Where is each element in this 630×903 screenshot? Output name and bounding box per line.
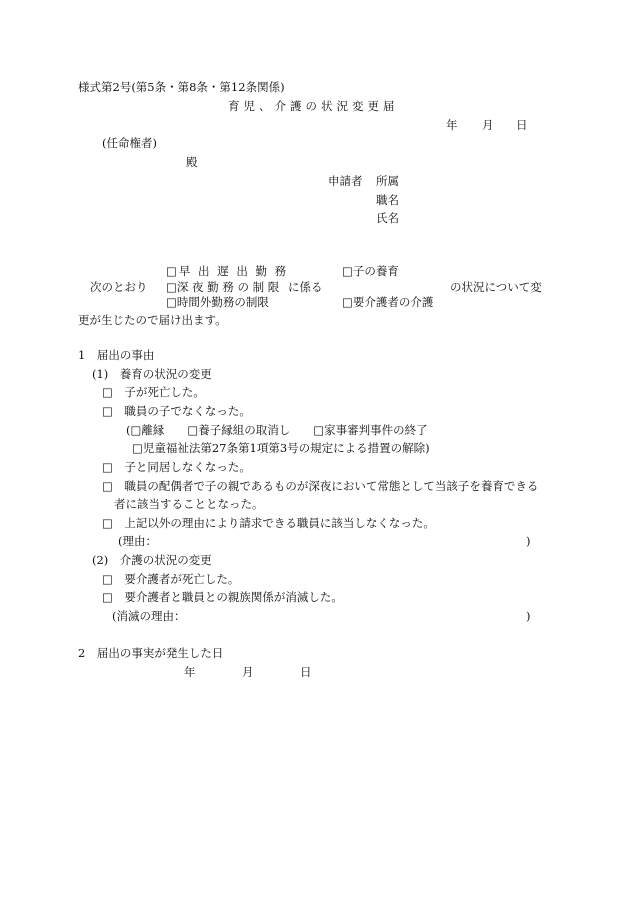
occurrence-year-label: 年 xyxy=(184,665,196,679)
section2-heading: 2 届出の事実が発生した日 xyxy=(78,646,224,660)
section1-heading: 1 届出の事由 xyxy=(78,348,155,362)
occurrence-month-label: 月 xyxy=(242,665,254,679)
document-title: 育児、介護の状況変更届 xyxy=(228,99,399,113)
intro-prefix: 次のとおり xyxy=(90,280,148,294)
intro-suffix: の状況について変 xyxy=(450,280,542,294)
extinction-reason-open: (消滅の理由： xyxy=(112,609,186,623)
form-number: 様式第2号(第5条・第8条・第12条関係) xyxy=(78,80,285,94)
checkbox-relationship-ended[interactable]: □ 要介護者と職員との親族関係が消滅した。 xyxy=(102,590,343,604)
occurrence-day-label: 日 xyxy=(300,665,312,679)
reason-open: (理由： xyxy=(118,534,157,548)
date-year-label: 年 xyxy=(446,118,458,132)
applicant-position-label: 職名 xyxy=(376,193,399,207)
work-option-overtime[interactable]: □時間外勤務の制限 xyxy=(166,295,269,309)
checkbox-child-died[interactable]: □ 子が死亡した。 xyxy=(102,385,205,399)
checkbox-care-recipient-died[interactable]: □ 要介護者が死亡した。 xyxy=(102,572,240,586)
reason-close: ) xyxy=(526,534,531,548)
status-option-child-care[interactable]: □子の養育 xyxy=(342,264,399,278)
status-option-nursing-care[interactable]: □要介護者の介護 xyxy=(342,295,434,309)
section1-sub1-heading: (1) 養育の状況の変更 xyxy=(92,367,212,381)
work-option-early-late[interactable]: □早 出 遅 出 勤 務 xyxy=(166,264,289,278)
intro-continuation: 更が生じたので届け出ます。 xyxy=(78,313,227,327)
extinction-reason-close: ) xyxy=(526,609,531,623)
applicant-affiliation-label: 所属 xyxy=(376,174,399,188)
date-day-label: 日 xyxy=(516,118,528,132)
applicant-label: 申請者 xyxy=(328,174,363,188)
spouse-can-care-continuation: 者に該当することとなった。 xyxy=(114,497,264,511)
date-month-label: 月 xyxy=(482,118,494,132)
applicant-name-label: 氏名 xyxy=(376,211,399,225)
no-longer-child-detail-2[interactable]: □児童福祉法第27条第1項第3号の規定による措置の解除) xyxy=(132,441,430,455)
checkbox-other-reason[interactable]: □ 上記以外の理由により請求できる職員に該当しなくなった。 xyxy=(102,516,435,530)
addressee-label: (任命権者) xyxy=(102,136,157,150)
section1-sub2-heading: (2) 介護の状況の変更 xyxy=(92,553,212,567)
addressee-honorific: 殿 xyxy=(186,155,198,169)
no-longer-child-detail-1[interactable]: (□離縁 □養子縁組の取消し □家事審判事件の終了 xyxy=(126,423,428,437)
checkbox-no-longer-child[interactable]: □ 職員の子でなくなった。 xyxy=(102,404,251,418)
checkbox-spouse-can-care[interactable]: □ 職員の配偶者で子の親であるものが深夜において常態として当該子を養育できる xyxy=(102,479,539,493)
intro-connector: に係る xyxy=(288,280,323,294)
work-option-night[interactable]: □深 夜 勤 務 の 制 限 xyxy=(166,280,280,294)
checkbox-not-living-together[interactable]: □ 子と同居しなくなった。 xyxy=(102,460,251,474)
